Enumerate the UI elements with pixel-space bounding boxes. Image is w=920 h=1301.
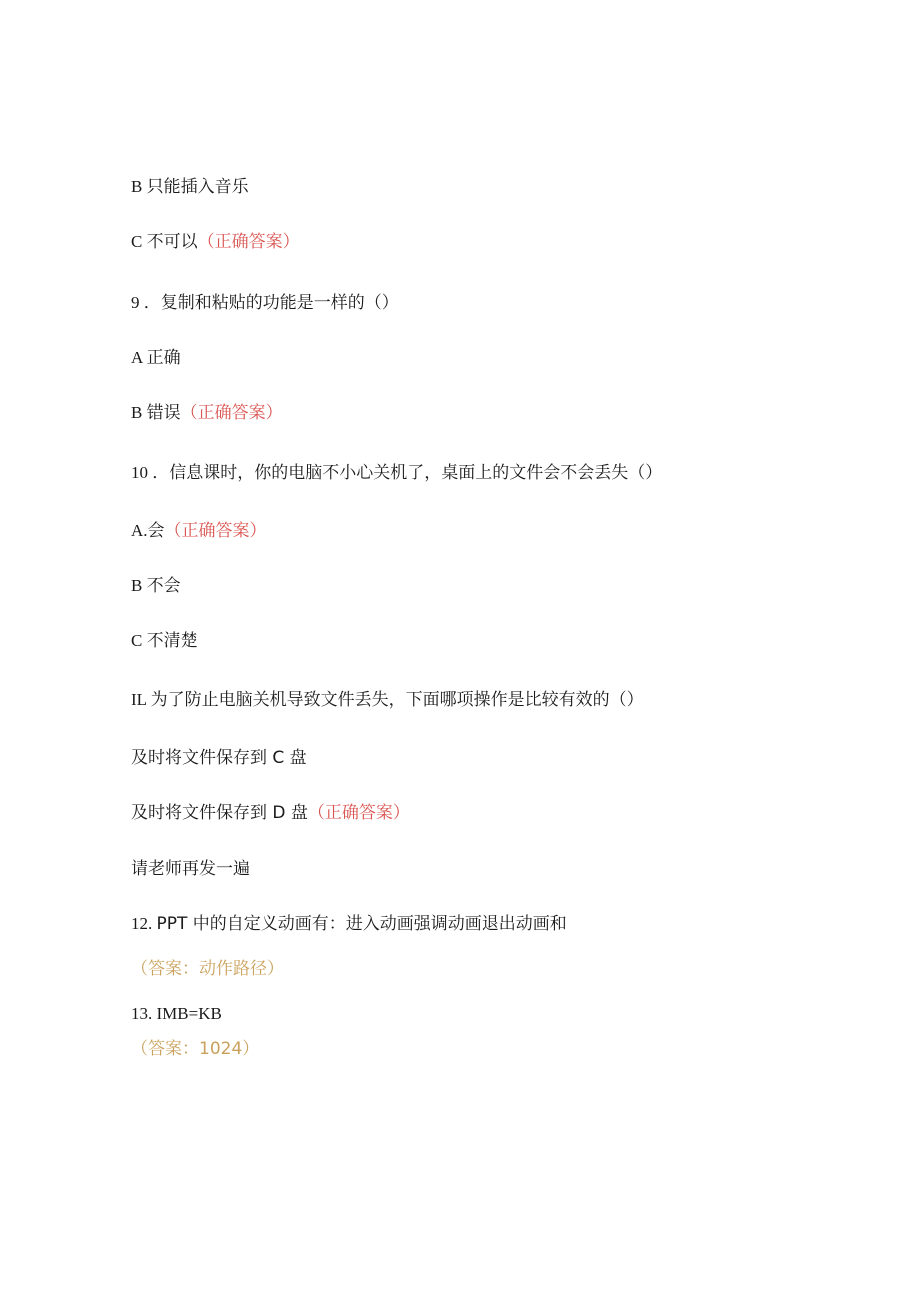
correct-answer-mark: （正确答案） [164,521,267,541]
option-text: 及时将文件保存到 D 盘 [131,803,308,823]
option-text: 正确 [146,348,181,368]
question-9-option-b [131,402,283,424]
question-number: IL [131,690,151,709]
option-letter: C [131,631,147,650]
question-number: 9 [131,293,144,312]
option-letter: B [131,403,147,422]
correct-answer-mark: （正确答案） [197,232,300,252]
question-13-answer [131,1038,259,1060]
question-9 [131,292,399,314]
question-number: 12. [131,914,157,933]
question-12 [131,913,567,935]
question-11 [131,689,644,711]
option-text: 不会 [146,576,181,596]
option-letter: B [131,576,147,595]
fill-in-answer: （答案：1024） [131,1039,260,1059]
option-text: 错误 [146,403,181,423]
question-text: ．信息课时，你的电脑不小心关机了，桌面上的文件会不会丢失（） [152,463,663,483]
question-text: ．复制和粘贴的功能是一样的（） [143,293,399,313]
question-10-option-a [131,520,267,542]
question-10-option-c [131,630,198,652]
correct-answer-mark: （正确答案） [307,803,410,823]
option-letter: A. [131,521,148,540]
option-text: 不清楚 [146,631,198,651]
option-letter: B [131,177,147,196]
option-text: 只能插入音乐 [146,177,249,197]
question-10-option-b [131,575,181,597]
question-number: 10 [131,463,153,482]
question-12-answer [131,958,284,980]
question-10 [131,462,662,484]
question-11-option-a [131,747,307,769]
question-11-option-b [131,802,410,824]
question-8-option-c [131,231,300,253]
fill-in-answer: （答案：动作路径） [131,959,284,979]
question-9-option-a [131,347,181,369]
question-text: PPT 中的自定义动画有：进入动画强调动画退出动画和 [156,914,567,934]
question-text: IMB=KB [156,1004,222,1023]
correct-answer-mark: （正确答案） [180,403,283,423]
option-text: 会 [147,521,165,541]
question-text: 为了防止电脑关机导致文件丢失，下面哪项操作是比较有效的（） [150,690,644,710]
question-number: 13. [131,1004,157,1023]
option-text: 及时将文件保存到 C 盘 [131,748,307,768]
option-text: 请老师再发一遍 [131,859,250,879]
question-11-option-c [131,858,250,880]
option-text: 不可以 [146,232,198,252]
question-8-option-b [131,176,249,198]
option-letter: A [131,348,147,367]
question-13 [131,1003,222,1025]
option-letter: C [131,232,147,251]
